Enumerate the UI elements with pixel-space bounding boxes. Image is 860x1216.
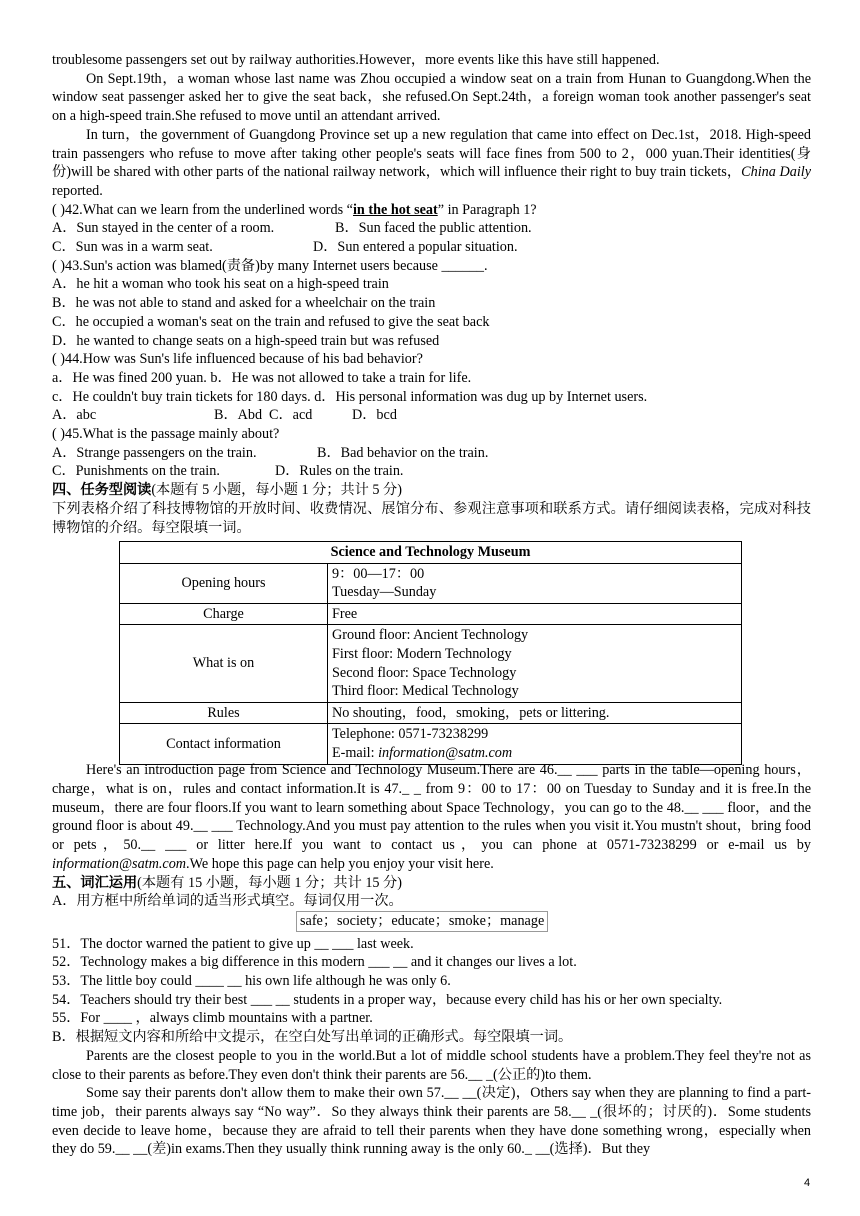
question-45-stem: ( )45.What is the passage mainly about? — [52, 426, 280, 443]
question-43-option-b: B．he was not able to stand and asked for a wheelchair on the train — [52, 295, 436, 312]
item-55: 55．For ____ ，always climb mountains with a partner. — [52, 1010, 373, 1027]
question-42-options-cd: C．Sun was in a warm seat. D．Sun entered a popular situation. — [52, 239, 518, 256]
passage-intro-tail: troublesome passengers set out by railway authorities.However，more events like this have still happened. — [52, 52, 660, 68]
item-51: 51．The doctor warned the patient to give up __ ___ last week. — [52, 935, 414, 952]
item-54: 54．Teachers should try their best ___ __ students in a proper way，because every child has his or her own specialty. — [52, 991, 723, 1008]
section-4-instructions: 下列表格介绍了科技博物馆的开放时间、收费情况、展馆分布、参观注意事项和联系方式。请仔细阅读表格，完成对科技博物馆的介绍。每空限填一词。 — [52, 500, 811, 536]
section-4-heading: 四、任务型阅读(本题有 5 小题，每小题 1 分；共计 5 分) — [52, 482, 402, 499]
section-5-heading: 五、词汇运用(本题有 15 小题，每小题 1 分；共计 15 分) — [52, 874, 402, 891]
question-43-option-d: D．he wanted to change seats on a high-speed train but was refused — [52, 332, 440, 349]
question-45-options-ab: A．Strange passengers on the train. B．Bad behavior on the train. — [52, 444, 489, 461]
question-44-stem: ( )44.How was Sun's life influenced because of his bad behavior? — [52, 351, 423, 368]
row-label-contact: Contact information — [120, 724, 328, 764]
section-5a-instructions: A．用方框中所给单词的适当形式填空。每词仅用一次。 — [52, 893, 403, 910]
passage-para-regulation: In turn，the government of Guangdong Province set up a new regulation that came into effect on Dec.1st，2018. High-speed train passengers who refuse to move after taking other people's seats will face fines from 500 to 2，000 yuan.Their identities(身份)will be shared with other parts of the national railway network，which will influence their right to buy train tickets，China Daily reported. — [52, 126, 811, 199]
question-43-stem: ( )43.Sun's action was blamed(责备)by many Internet users because ______. — [52, 257, 488, 274]
passage-para-sept: On Sept.19th，a woman whose last name was Zhou occupied a window seat on a train from Hunan to Guangdong.When the window seat passenger asked her to give the seat back，she refused.On Sept.24th，a foreign woman took another passenger's seat on a high-speed train.She refused to move until an attendant arrived. — [52, 70, 811, 125]
fill-in-passage: Here's an introduction page from Science and Technology Museum.There are 46.__ ___ parts in the table—opening hours，charge，what is on，rules and contact information.It is 47._ _ from 9：00 to 17：00 on Tuesday to Sunday and it is free.In the museum，there are four floors.If you want to learn something about Space Technology，you can go to the 48.__ ___ floor，and the ground floor is about 49.__ ___ Technology.And you must pay attention to the rules when you visit it.You mustn't shout，bring food or pets，50.__ ___ or litter here.If you want to contact us，you can phone at 0571-73238299 or e-mail us by information@satm.com.We hope this page can help you enjoy your visit here. — [52, 762, 811, 872]
underlined-phrase: in the hot seat — [352, 201, 438, 218]
contact-value: Telephone: 0571-73238299 E-mail: information@satm.com — [328, 724, 742, 764]
section-5b-para-1: Parents are the closest people to you in the world.But a lot of middle school students have a problem.They feel they're not as close to their parents as before.They even don't think their parents are 56.__ _(公正的)to them. — [52, 1047, 811, 1083]
section-5b-instructions: B．根据短文内容和所给中文提示，在空白处写出单词的正确形式。每空限填一词。 — [52, 1029, 573, 1046]
row-label-what-is-on: What is on — [120, 625, 328, 702]
question-45-options-cd: C．Punishments on the train. D．Rules on the train. — [52, 463, 404, 480]
rules-value: No shouting，food，smoking，pets or littering. — [328, 702, 742, 724]
page-number: 4 — [804, 1177, 811, 1189]
question-42-options-ab: A．Sun stayed in the center of a room. B．Sun faced the public attention. — [52, 220, 532, 237]
section-5b-para-2: Some say their parents don't allow them to make their own 57.__ __(决定)，Others say when they are planning to find a part-time job，their parents always say “No way”．So they always think their parents are 58.__ _(很坏的；讨厌的)．Some students even decide to leave home，because they are afraid to tell their parents when they have done something wrong，especially when they do 59.__ __(差)in exams.Then they usually think running away is the only 60._ __(选择)．But they — [52, 1085, 811, 1158]
row-label-charge: Charge — [120, 603, 328, 625]
opening-hours-value: 9：00—17：00 Tuesday—Sunday — [328, 563, 742, 603]
row-label-opening-hours: Opening hours — [120, 563, 328, 603]
charge-value: Free — [328, 603, 742, 625]
word-box: safe；society；educate；smoke；manage — [296, 911, 548, 932]
item-52: 52．Technology makes a big difference in this modern ___ __ and it changes our lives a lot. — [52, 954, 577, 971]
source-china-daily: China Daily — [741, 164, 811, 181]
word-box-line — [52, 911, 811, 932]
item-53: 53．The little boy could ____ __ his own life although he was only 6. — [52, 973, 451, 990]
question-44-statements-cd: c．He couldn't buy train tickets for 180 days. d．His personal information was dug up by Internet users. — [52, 388, 648, 405]
question-44-statements-ab: a．He was fined 200 yuan. b．He was not allowed to take a train for life. — [52, 369, 472, 386]
table-title: Science and Technology Museum — [120, 542, 742, 564]
question-43-option-c: C．he occupied a woman's seat on the train and refused to give the seat back — [52, 313, 490, 330]
question-44-options: A．abc B．Abd C．acd D．bcd — [52, 407, 397, 424]
question-43-option-a: A．he hit a woman who took his seat on a high-speed train — [52, 276, 389, 293]
floors-value: Ground floor: Ancient Technology First floor: Modern Technology Second floor: Space Technology Third floor: Medical Technology — [328, 625, 742, 702]
museum-table — [119, 541, 742, 765]
question-42-stem: ( )42.What can we learn from the underlined words “in the hot seat” in Paragraph 1? — [52, 201, 537, 218]
email-text: information@satm.com — [52, 855, 187, 872]
row-label-rules: Rules — [120, 702, 328, 724]
